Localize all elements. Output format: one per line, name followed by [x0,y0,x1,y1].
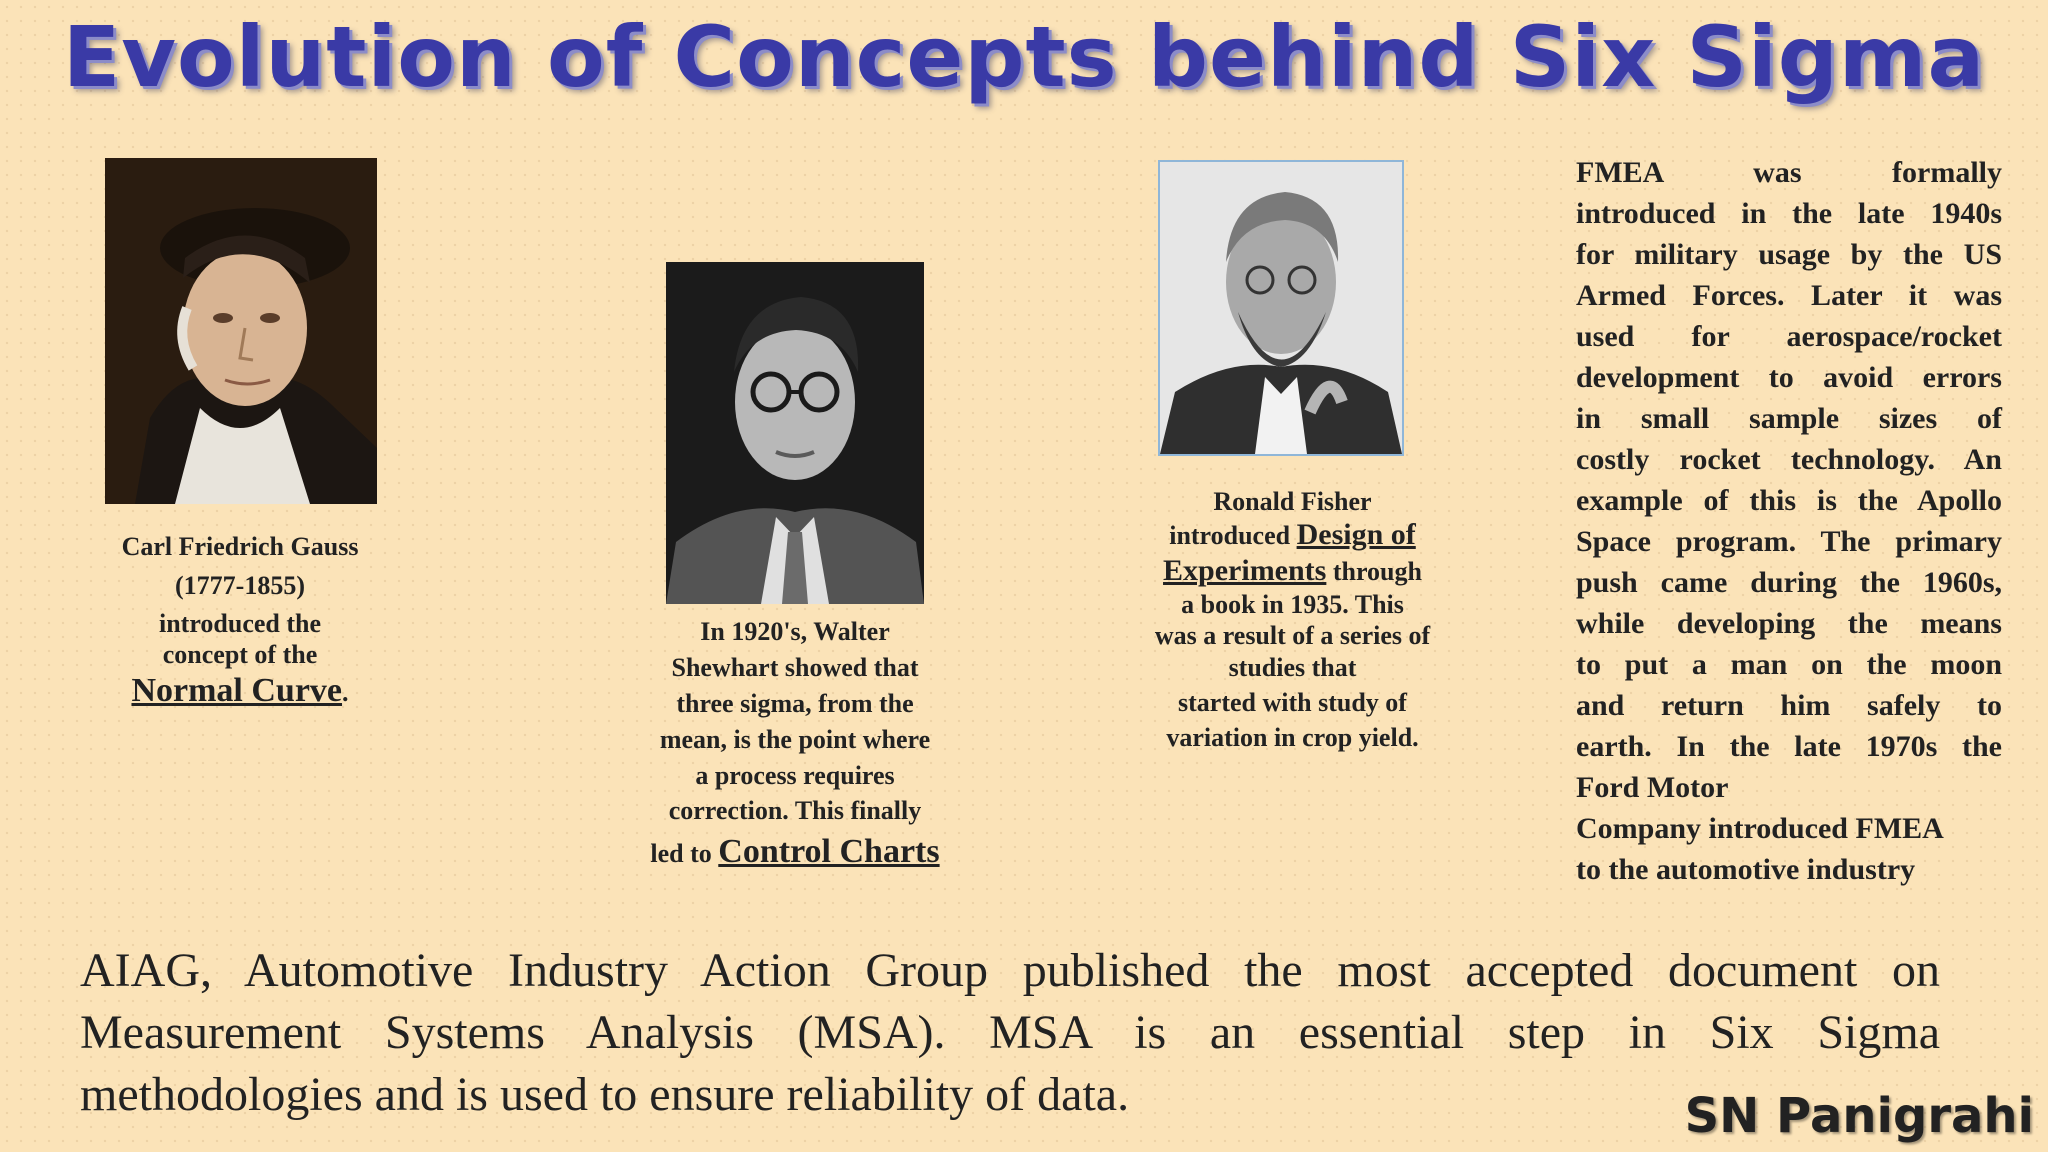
fmea-paragraph [1576,152,2002,890]
design-of-link: Design of [1296,518,1416,552]
fmea-line-12: while developing the means [1576,607,2002,640]
fmea-line-17: Company introduced FMEA [1576,812,1944,845]
normal-curve-link: Normal Curve [131,671,343,709]
fisher-introduced: introduced [1169,521,1291,551]
aiag-line-1: AIAG, Automotive Industry Action Group published the most accepted document on [80,944,1940,997]
shewhart-line-1: In 1920's, Walter [700,617,890,646]
page-title: Evolution of Concepts behind Six Sigma [62,8,1986,106]
shewhart-line-3: three sigma, from the [676,688,914,718]
gauss-years: (1777-1855) [175,570,305,600]
fisher-portrait [1158,160,1404,456]
fmea-line-18: to the automotive industry [1576,853,1916,886]
aiag-paragraph [80,940,1940,1126]
shewhart-led-to: led to [650,839,712,869]
fmea-line-16: Ford Motor [1576,771,1729,804]
fmea-line-6: development to avoid errors [1576,361,2002,394]
fmea-line-15: earth. In the late 1970s the [1576,730,2002,763]
shewhart-line-6: correction. This finally [668,796,922,826]
fisher-line-5: was a result of a series of [1154,621,1431,651]
fmea-line-9: example of this is the Apollo [1576,484,2002,517]
fisher-through: through [1332,557,1422,587]
gauss-period: . [342,677,349,707]
control-charts-link: Control Charts [718,833,940,871]
fmea-line-11: push came during the 1960s, [1576,566,2002,599]
gauss-introduced: introduced the [158,609,322,639]
gauss-concept-of: concept of the [162,640,318,670]
fisher-line-8: variation in crop yield. [1166,722,1419,752]
shewhart-line-4: mean, is the point where [659,724,931,754]
author-signature: SN Panigrahi [1684,1088,2034,1144]
aiag-line-2: Measurement Systems Analysis (MSA). MSA is an essential step in Six Sigma [80,1006,1940,1059]
fmea-line-8: costly rocket technology. An [1576,443,2002,476]
fisher-line-6: studies that [1228,652,1357,682]
fmea-line-14: and return him safely to [1576,689,2002,722]
fisher-line-4: a book in 1935. This [1181,590,1404,620]
gauss-name: Carl Friedrich Gauss [121,532,359,561]
fmea-line-10: Space program. The primary [1576,525,2002,558]
fmea-line-1: FMEA was formally [1576,156,2002,189]
fisher-caption [1115,486,1470,753]
fisher-name: Ronald Fisher [1213,487,1372,516]
fmea-line-7: in small sample sizes of [1576,402,2002,435]
fmea-line-4: Armed Forces. Later it was [1576,279,2002,312]
shewhart-portrait [666,262,924,604]
fmea-line-3: for military usage by the US [1576,238,2002,271]
gauss-portrait [105,158,377,504]
fisher-line-7: started with study of [1178,687,1407,717]
aiag-line-3: methodologies and is used to ensure reliability of data. [80,1068,1130,1121]
experiments-link: Experiments [1163,554,1327,588]
shewhart-caption [630,614,960,876]
fmea-line-13: to put a man on the moon [1576,648,2002,681]
shewhart-line-2: Shewhart showed that [671,652,919,682]
shewhart-line-5: a process requires [695,760,895,790]
gauss-caption [80,532,400,711]
fmea-line-2: introduced in the late 1940s [1576,197,2002,230]
fmea-line-5: used for aerospace/rocket [1576,320,2002,353]
